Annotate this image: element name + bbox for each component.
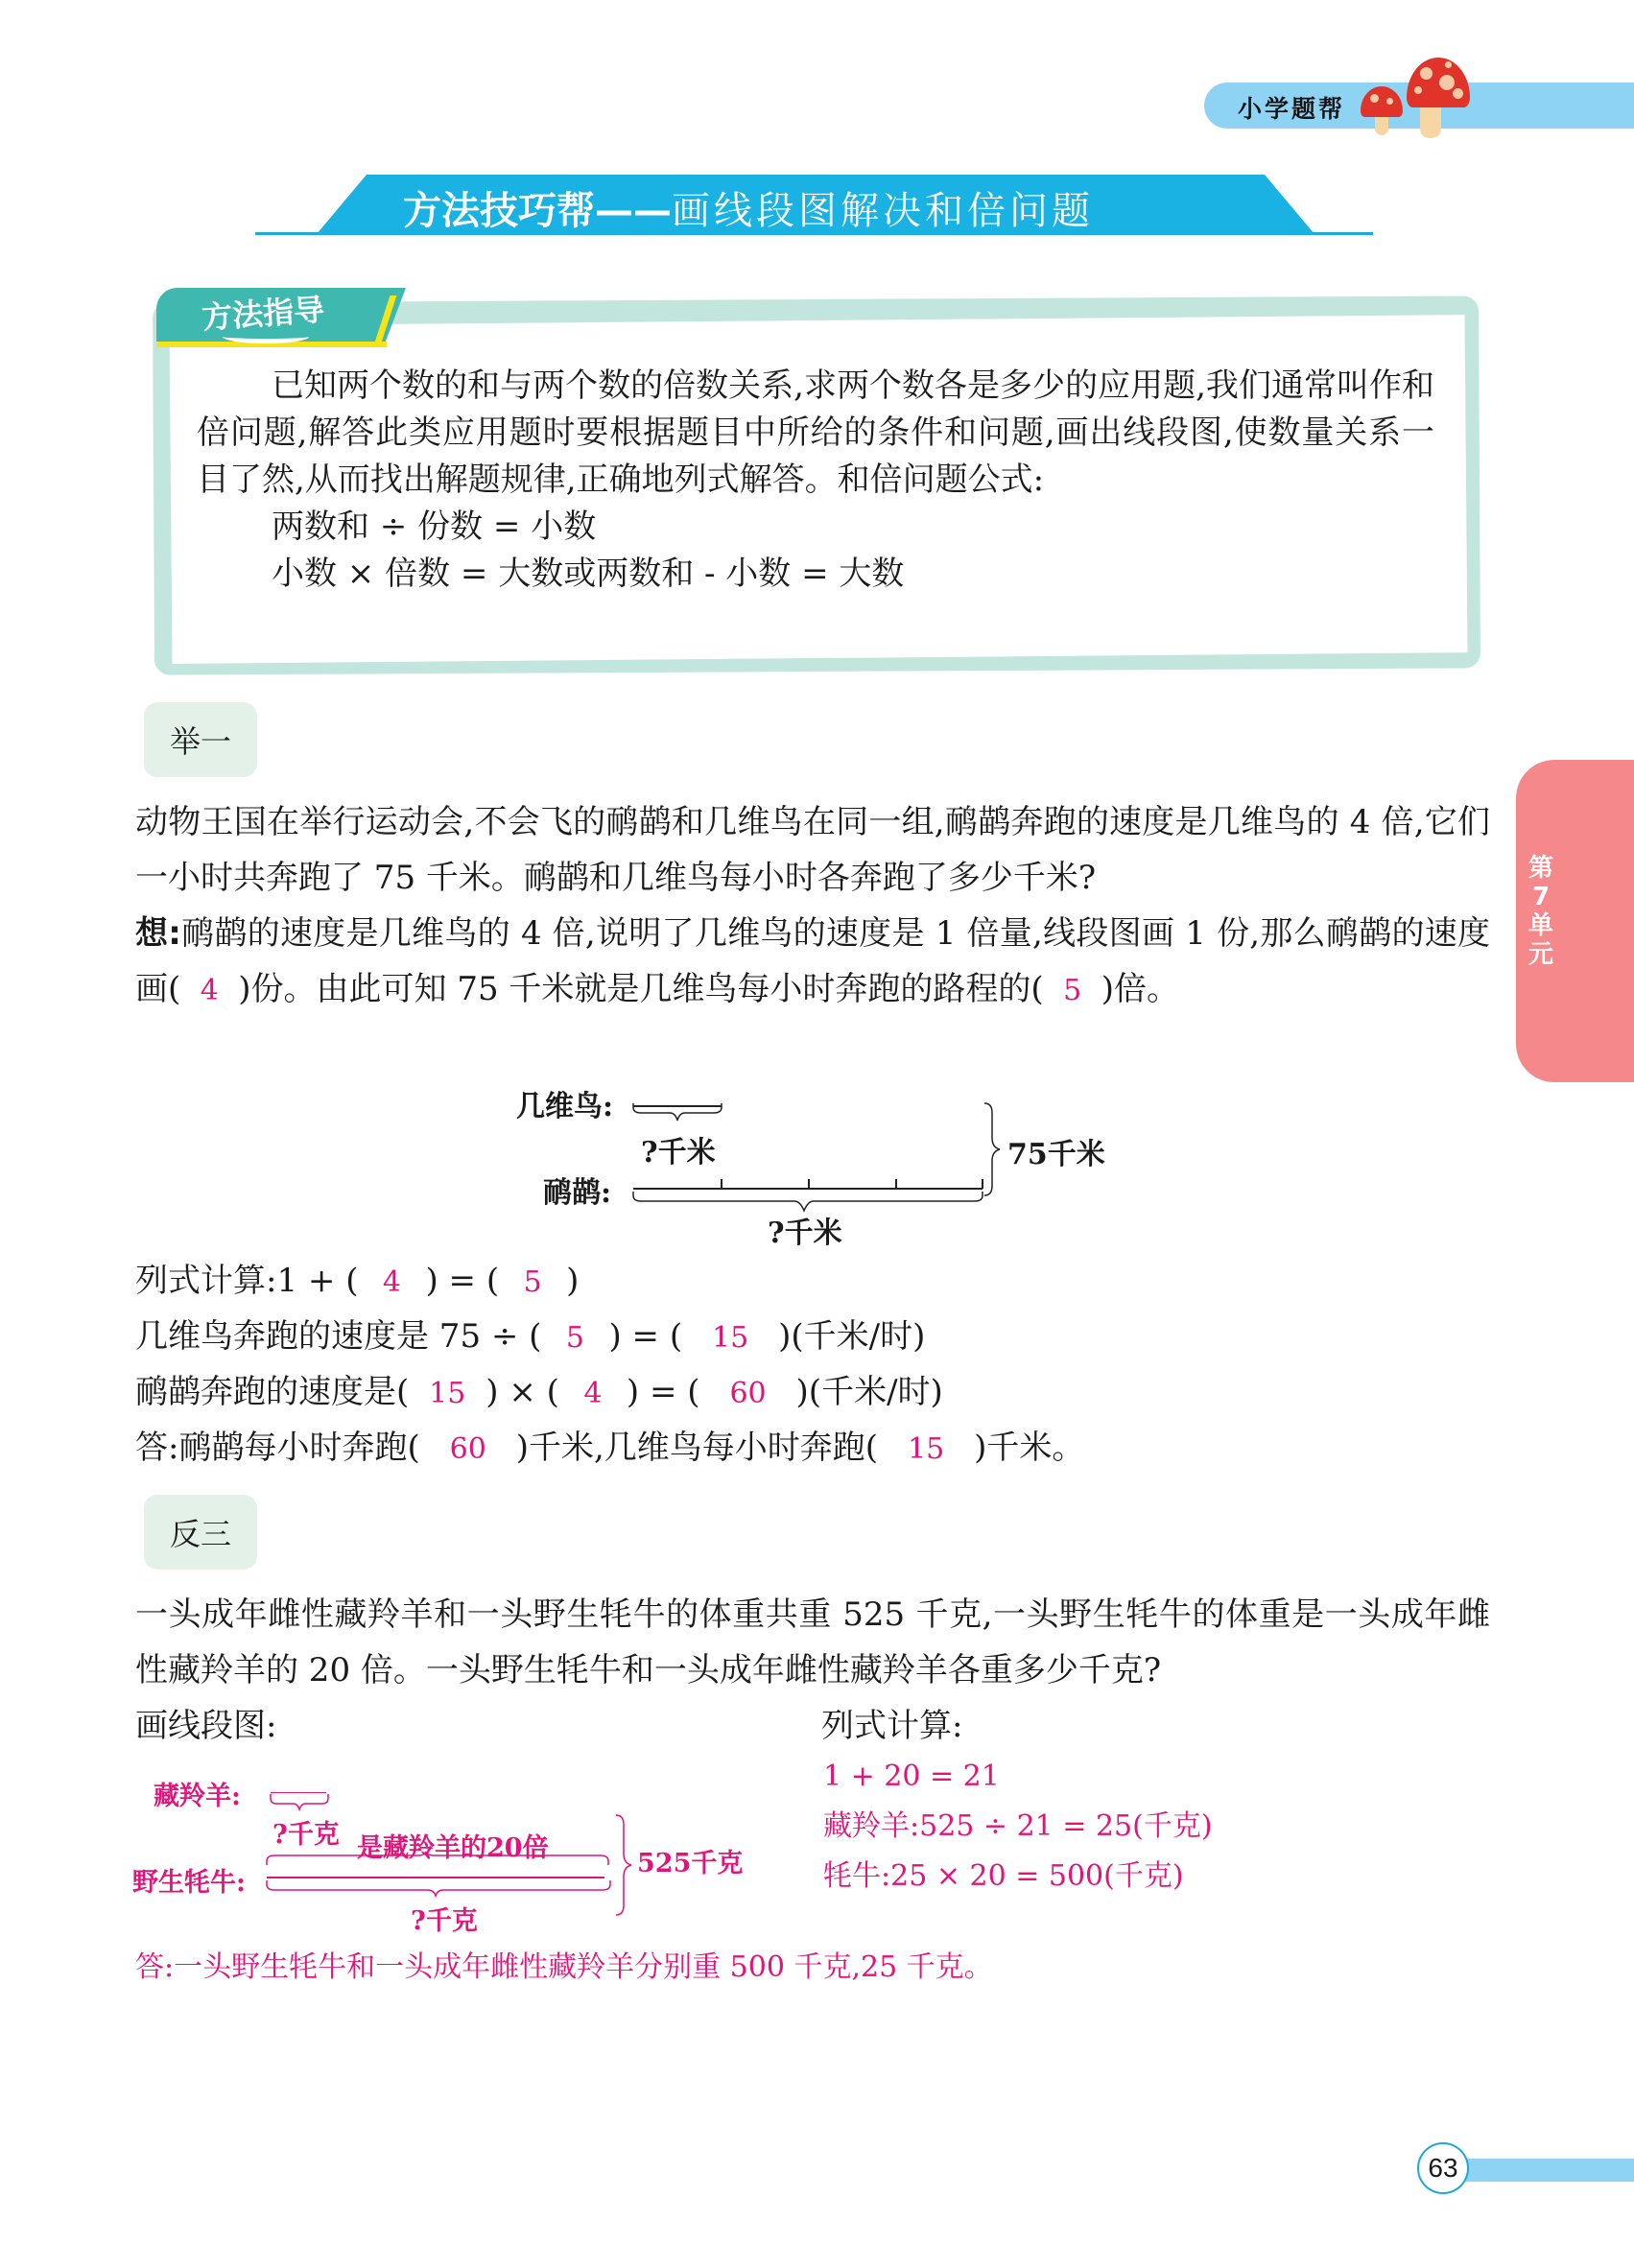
answer-blank: 4 <box>382 1265 402 1299</box>
antelope-brace-icon <box>269 1792 330 1815</box>
calc-text: 列式计算:1 + ( <box>135 1262 359 1300</box>
practice-total-label: 525千克 <box>637 1849 744 1878</box>
yak-note: 是藏羚羊的20倍 <box>357 1833 549 1863</box>
antelope-question: ?千克 <box>272 1820 340 1850</box>
antelope-label: 藏羚羊: <box>154 1782 241 1811</box>
answer-blank: 60 <box>729 1377 767 1410</box>
calc-text: ) = ( <box>626 1373 700 1411</box>
think-answer-2: 5 <box>1063 974 1082 1007</box>
guide-tab-label: 方法指导 <box>200 291 326 337</box>
calc-line-2 <box>135 1309 1490 1366</box>
practice-calc-line-1: 1 + 20 = 21 <box>823 1760 1000 1793</box>
calc-text: 答:鸸鹋每小时奔跑( <box>135 1429 420 1467</box>
brand-title: 小学题帮 <box>1238 95 1346 123</box>
think-text-2: )份。由此可知 75 千米就是几维鸟每小时奔跑的路程的( <box>238 970 1044 1008</box>
title-dash: —— <box>595 189 672 233</box>
page-title <box>403 180 1267 235</box>
guide-paragraph: 已知两个数的和与两个数的倍数关系,求两个数各是多少的应用题,我们通常叫作和倍问题,解答此类应用题时要根据题目中所给的条件和问题,画出线段图,使数量关系一目了然,从而找出解题规律,正确地列式解答。和倍问题公式: <box>197 366 1434 499</box>
answer-blank: 5 <box>565 1321 584 1355</box>
practice-tag: 反三 <box>144 1495 257 1570</box>
example-problem: 动物王国在举行运动会,不会飞的鸸鹋和几维鸟在同一组,鸸鹋奔跑的速度是几维鸟的 4 倍,它们一小时共奔跑了 75 千米。鸸鹋和几维鸟每小时各奔跑了多少千米? <box>135 803 1490 897</box>
answer-blank: 15 <box>712 1321 749 1355</box>
calc-answer <box>135 1420 1490 1477</box>
think-text-3: )倍。 <box>1101 970 1179 1008</box>
answer-blank: 60 <box>449 1432 486 1466</box>
practice-calc-line-2: 藏羚羊:525 ÷ 21 = 25(千克) <box>823 1809 1213 1843</box>
segment-tick <box>721 1179 722 1189</box>
calc-text: ) × ( <box>485 1373 559 1411</box>
kiwi-label: 几维鸟: <box>516 1090 614 1123</box>
practice-calc <box>823 1752 1399 1902</box>
calc-text: )千米,几维鸟每小时奔跑( <box>515 1429 879 1467</box>
guide-content <box>197 363 1434 598</box>
example-tag: 举一 <box>144 702 257 777</box>
unit-char: 第 <box>1527 854 1553 883</box>
mushroom-icon <box>1361 58 1456 144</box>
segment-tick <box>808 1179 810 1189</box>
calc-text: )(千米/时) <box>795 1373 943 1411</box>
unit-char: 单 <box>1527 911 1553 940</box>
calc-text: ) <box>566 1262 580 1300</box>
think-label: 想: <box>135 914 181 953</box>
unit-char: 元 <box>1527 940 1553 969</box>
calc-text: 鸸鹋奔跑的速度是( <box>135 1373 410 1411</box>
answer-blank: 5 <box>523 1265 542 1299</box>
title-main: 方法技巧帮 <box>403 189 595 233</box>
practice-answer: 答:一头野生牦牛和一头成年雌性藏羚羊分别重 500 千克,25 千克。 <box>135 1950 993 1984</box>
segment-tick <box>895 1179 897 1189</box>
calc-line-1 <box>135 1253 1490 1311</box>
calc-text: ) = ( <box>425 1262 500 1300</box>
calc-text: )(千米/时) <box>778 1317 926 1356</box>
emu-question: ?千米 <box>768 1217 842 1250</box>
answer-blank: 4 <box>583 1377 603 1410</box>
calc-text: )千米。 <box>974 1429 1085 1467</box>
think-answer-1: 4 <box>200 974 219 1007</box>
unit-tab-label <box>1524 854 1558 969</box>
answer-blank: 15 <box>429 1377 466 1410</box>
swoosh-icon <box>223 330 309 343</box>
answer-blank: 15 <box>907 1432 945 1466</box>
calc-label: 列式计算: <box>821 1707 963 1745</box>
formula-2: 小数 × 倍数 = 大数或两数和 - 小数 = 大数 <box>272 555 905 593</box>
practice-calc-line-3: 牦牛:25 × 20 = 500(千克) <box>823 1859 1184 1893</box>
yak-label: 野生牦牛: <box>132 1868 246 1898</box>
unit-char: 7 <box>1531 883 1551 911</box>
think-text-1: 鸸鹋的速度是几维鸟的 4 倍,说明了几维鸟的速度是 1 倍量,线段图画 1 份,那么鸸鹋的速度画( <box>135 914 1490 1008</box>
total-brace-icon <box>614 1813 639 1919</box>
draw-label: 画线段图: <box>135 1707 277 1745</box>
total-label: 75千米 <box>1007 1138 1105 1171</box>
emu-label: 鸸鹋: <box>543 1176 612 1210</box>
calc-line-3 <box>135 1364 1490 1422</box>
kiwi-brace-icon <box>629 1101 725 1130</box>
formula-1: 两数和 ÷ 份数 = 小数 <box>272 508 597 546</box>
calc-text: 几维鸟奔跑的速度是 75 ÷ ( <box>135 1317 542 1356</box>
total-brace-icon <box>983 1101 1007 1197</box>
kiwi-question: ?千米 <box>641 1136 716 1169</box>
calc-text: ) = ( <box>608 1317 683 1356</box>
practice-problem: 一头成年雌性藏羚羊和一头野生牦牛的体重共重 525 千克,一头野生牦牛的体重是一头成年雌性藏羚羊的 20 倍。一头野生牦牛和一头成年雌性藏羚羊各重多少千克? <box>135 1595 1490 1689</box>
footer-bar <box>1458 2159 1634 2182</box>
title-sub: 画线段图解决和倍问题 <box>672 189 1094 233</box>
page-number: 63 <box>1417 2142 1469 2194</box>
example-think <box>135 906 1490 1019</box>
yak-question: ?千克 <box>411 1906 478 1936</box>
